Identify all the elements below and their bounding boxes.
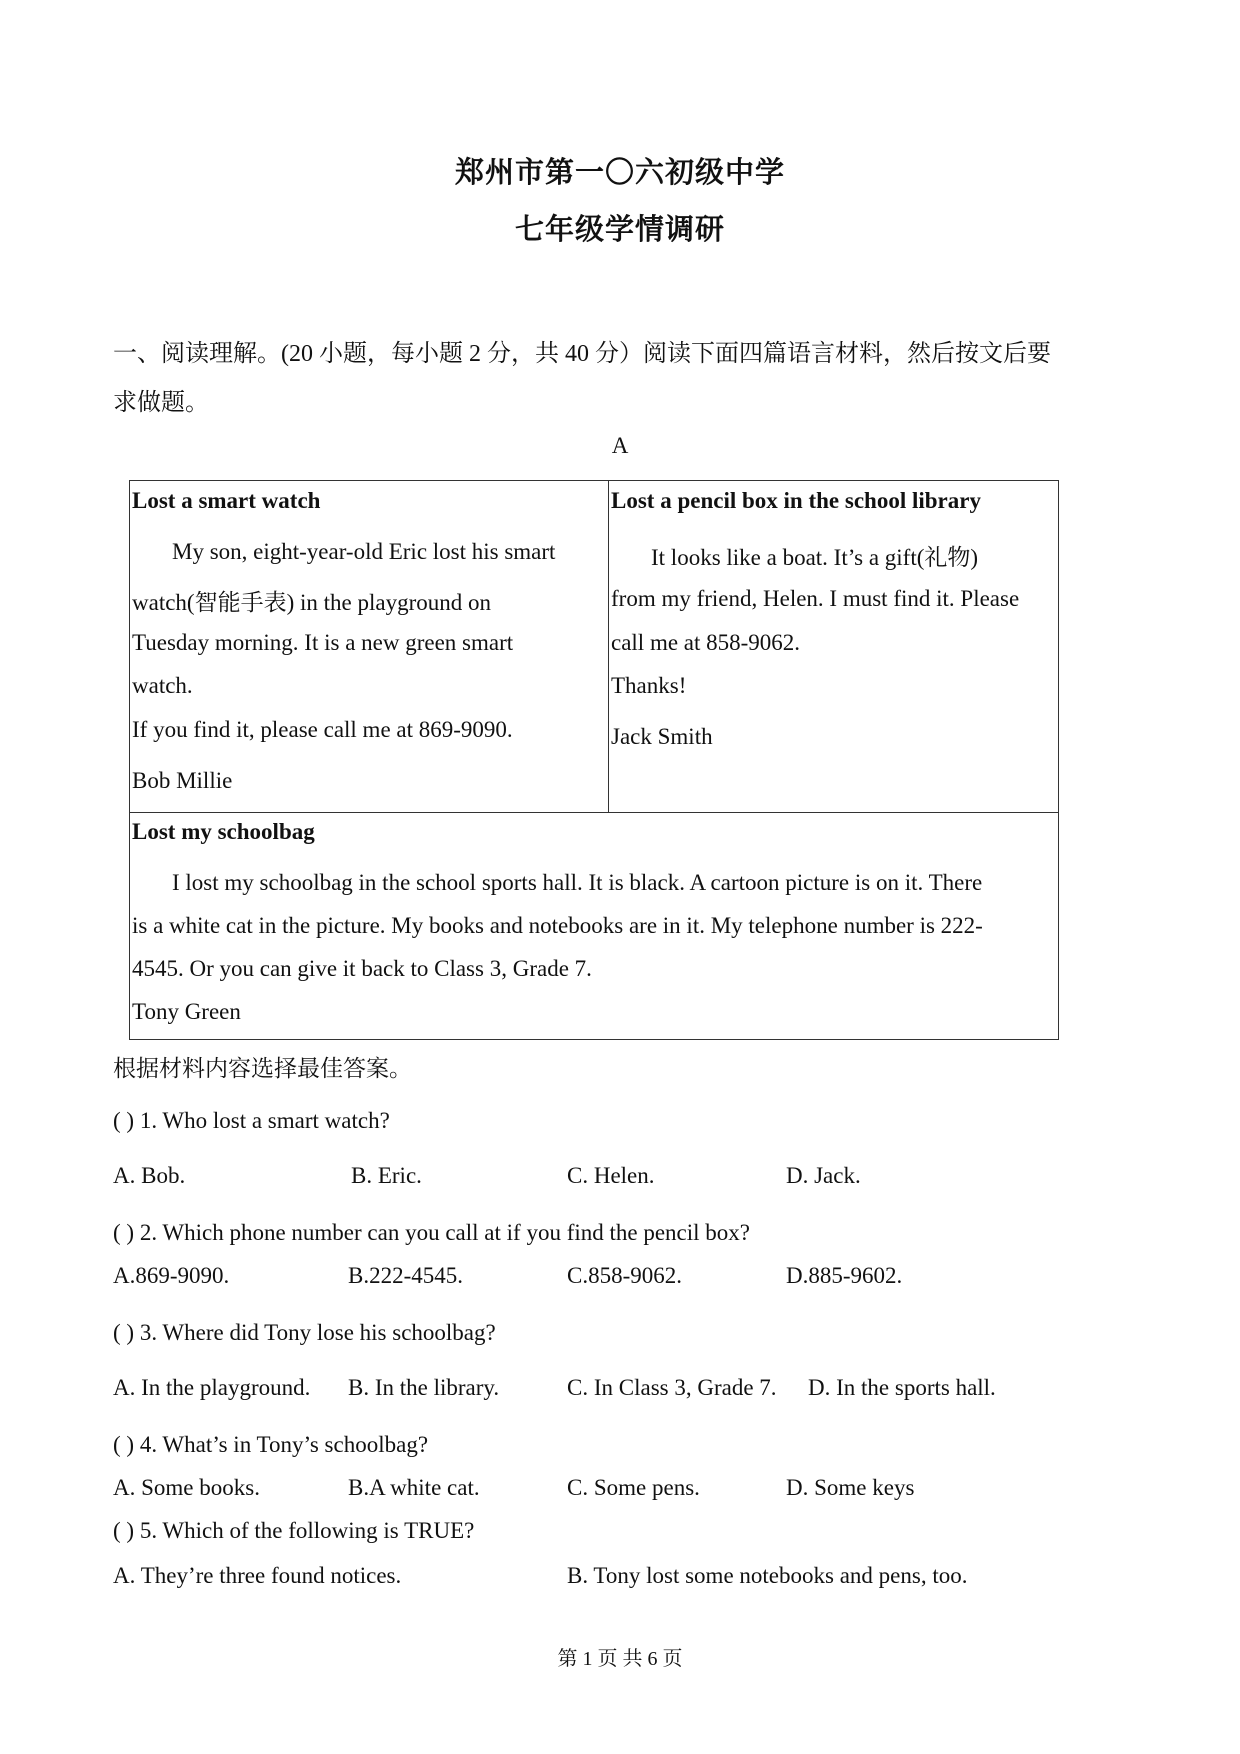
notice-pencilbox-line: call me at 858-9062.: [611, 630, 801, 655]
question-option[interactable]: C. Some pens.: [567, 1475, 700, 1500]
table-vertical-divider: [608, 481, 609, 812]
question-option[interactable]: A.869-9090.: [113, 1263, 230, 1288]
notice-pencilbox-line: It looks like a boat. It’s a gift(礼物): [651, 545, 979, 570]
notice-watch-line: If you find it, please call me at 869-9090.: [132, 717, 513, 742]
question-option[interactable]: A. In the playground.: [113, 1375, 311, 1400]
notice-schoolbag-line: is a white cat in the picture. My books and notebooks are in it. My telephone number is 222-: [132, 913, 983, 938]
exam-subtitle: 七年级学情调研: [514, 214, 725, 246]
question-stem: ( ) 3. Where did Tony lose his schoolbag?: [113, 1320, 496, 1345]
question-option[interactable]: D. Jack.: [786, 1163, 861, 1188]
question-option[interactable]: B.A white cat.: [348, 1475, 480, 1500]
question-option[interactable]: D.885-9602.: [786, 1263, 903, 1288]
notice-watch-line: My son, eight-year-old Eric lost his smart: [172, 539, 556, 564]
question-option[interactable]: A. Bob.: [113, 1163, 186, 1188]
question-option[interactable]: A. They’re three found notices.: [113, 1563, 402, 1588]
question-stem: ( ) 4. What’s in Tony’s schoolbag?: [113, 1432, 429, 1457]
table-horizontal-divider: [130, 812, 1058, 813]
question-instruction: 根据材料内容选择最佳答案。: [113, 1056, 412, 1081]
question-option[interactable]: C.858-9062.: [567, 1263, 682, 1288]
section-heading-line2: 求做题。: [113, 390, 209, 416]
notice-schoolbag-line: 4545. Or you can give it back to Class 3, Grade 7.: [132, 956, 592, 981]
notice-schoolbag-line: I lost my schoolbag in the school sports hall. It is black. A cartoon picture is on it. There: [172, 870, 983, 895]
notice-pencilbox-line: Thanks!: [611, 673, 687, 698]
notice-pencilbox-title: Lost a pencil box in the school library: [611, 488, 981, 513]
question-option[interactable]: B. In the library.: [348, 1375, 500, 1400]
question-option[interactable]: D. In the sports hall.: [808, 1375, 996, 1400]
page-footer: 第 1 页 共 6 页: [557, 1648, 683, 1670]
notice-table: [129, 480, 1059, 1040]
notice-watch-signature: Bob Millie: [132, 768, 233, 793]
question-stem: ( ) 1. Who lost a smart watch?: [113, 1108, 390, 1133]
question-stem: ( ) 2. Which phone number can you call at if you find the pencil box?: [113, 1220, 750, 1245]
question-option[interactable]: D. Some keys: [786, 1475, 915, 1500]
section-heading-line1: 一、阅读理解。(20 小题，每小题 2 分，共 40 分）阅读下面四篇语言材料，然后按文后要: [113, 341, 1051, 367]
notice-watch-line: watch.: [132, 673, 193, 698]
question-option[interactable]: C. In Class 3, Grade 7.: [567, 1375, 777, 1400]
passage-label: A: [611, 433, 629, 458]
notice-schoolbag-title: Lost my schoolbag: [132, 819, 315, 844]
school-title: 郑州市第一〇六初级中学: [454, 157, 785, 189]
question-option[interactable]: B. Eric.: [351, 1163, 422, 1188]
notice-schoolbag-signature: Tony Green: [132, 999, 241, 1024]
question-option[interactable]: A. Some books.: [113, 1475, 260, 1500]
question-option[interactable]: B.222-4545.: [348, 1263, 463, 1288]
notice-watch-line: watch(智能手表) in the playground on: [132, 590, 491, 615]
notice-watch-title: Lost a smart watch: [132, 488, 321, 513]
notice-watch-line: Tuesday morning. It is a new green smart: [132, 630, 514, 655]
notice-pencilbox-line: from my friend, Helen. I must find it. Please: [611, 586, 1020, 611]
question-option[interactable]: B. Tony lost some notebooks and pens, too.: [567, 1563, 968, 1588]
notice-pencilbox-signature: Jack Smith: [611, 724, 713, 749]
question-stem: ( ) 5. Which of the following is TRUE?: [113, 1518, 475, 1543]
question-option[interactable]: C. Helen.: [567, 1163, 655, 1188]
